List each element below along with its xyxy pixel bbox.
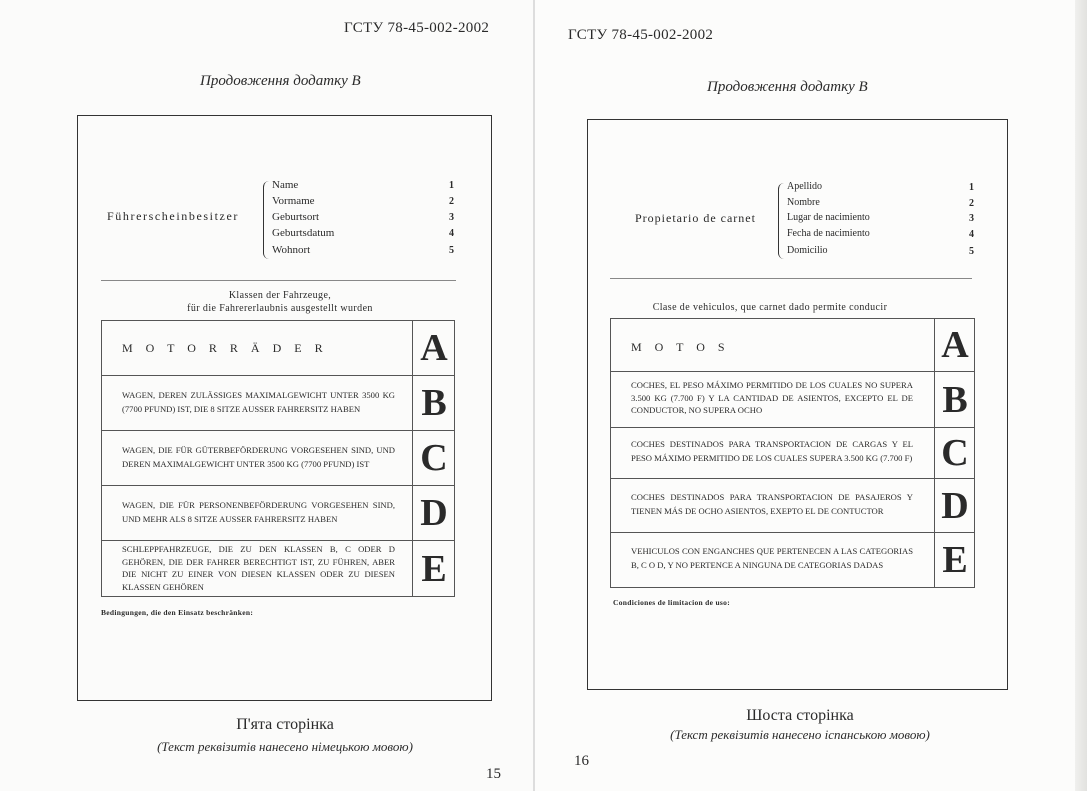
class-row-e [611, 533, 974, 587]
divider [610, 278, 972, 279]
page-number: 16 [574, 753, 589, 769]
standard-code: ГСТУ 78-45-002-2002 [568, 27, 714, 43]
appendix-heading: Продовження додатку В [707, 79, 868, 95]
field-number: 2 [449, 196, 454, 207]
holder-label: Führerscheinbesitzer [107, 209, 239, 223]
page-number: 15 [486, 766, 501, 782]
class-row-a [611, 319, 974, 372]
page-edge-shadow [1075, 0, 1087, 791]
class-letter: E [934, 533, 975, 587]
class-row-b [611, 372, 974, 428]
fields-brace [263, 181, 270, 259]
classes-title-line: Klassen der Fahrzeuge, [228, 290, 332, 301]
class-row-d [611, 479, 974, 533]
field-number: 5 [449, 245, 454, 256]
field-number: 3 [969, 213, 974, 224]
class-row-a [102, 321, 454, 376]
field-label: Geburtsdatum [272, 227, 335, 239]
field-number: 2 [969, 198, 974, 209]
class-description: M O T O R R Ä D E R [122, 341, 328, 355]
holder-label: Propietario de carnet [635, 211, 756, 225]
page-caption: П'ята сторінка [236, 716, 334, 733]
field-label: Vormame [272, 195, 315, 207]
class-letter: B [934, 372, 975, 427]
class-letter: D [934, 479, 975, 532]
page-caption-sub: (Текст реквізитів нанесено німецькою мовою) [157, 739, 413, 754]
class-letter: E [412, 541, 455, 596]
field-number: 5 [969, 246, 974, 257]
class-letter: B [412, 376, 455, 430]
page-caption-sub: (Текст реквізитів нанесено іспанською мовою) [670, 727, 930, 742]
classes-table [101, 320, 455, 597]
class-description: WAGEN, DEREN ZULÄSSIGES MAXIMALGEWICHT UNTER 3500 KG (7700 PFUND) IST, DIE 8 SITZE AUSSER FAHRERSITZ HABEN [122, 390, 395, 414]
field-number: 1 [449, 180, 454, 191]
class-letter: D [412, 486, 455, 540]
page-caption: Шоста сторінка [746, 707, 854, 724]
class-description: COCHES DESTINADOS PARA TRANSPORTACION DE PASAJEROS Y TIENEN MÁS DE OCHO ASIENTOS, EXEPTO EL DE CONTUCTOR [631, 492, 913, 516]
field-label: Name [272, 179, 299, 191]
class-description: SCHLEPPFAHRZEUGE, DIE ZU DEN KLASSEN B, C ODER D GEHÖREN, DIE DER FAHRER BERECHTIGT IST, ZU FÜHREN, ABER DIE NICHT ZU EINER VON DIESEN KLASSEN ODER ZU DIESEN KLASSEN GEHÖREN [122, 544, 395, 592]
field-label: Geburtsort [272, 211, 320, 223]
field-label: Fecha de nacimiento [787, 228, 870, 239]
field-number: 4 [969, 229, 974, 240]
left-page [0, 0, 535, 791]
field-label: Domicilio [787, 245, 828, 256]
class-letter: A [934, 319, 975, 371]
class-description: VEHICULOS CON ENGANCHES QUE PERTENECEN A LAS CATEGORIAS B, C O D, Y NO PERTENCE A NINGUNA DE CATEGORIAS DADAS [631, 546, 913, 570]
class-row-c [611, 428, 974, 479]
field-number: 4 [449, 228, 454, 239]
divider [101, 280, 456, 281]
class-description: WAGEN, DIE FÜR GÜTERBEFÖRDERUNG VORGESEHEN SIND, UND DEREN MAXIMALGEWICHT UNTER 3500 KG (7700 PFUND) IST [122, 445, 395, 469]
class-letter: C [934, 428, 975, 478]
field-number: 1 [969, 182, 974, 193]
classes-title [130, 289, 430, 315]
class-description: COCHES, EL PESO MÁXIMO PERMITIDO DE LOS CUALES NO SUPERA 3.500 KG (7.700 F) Y LA CANTIDAD DE ASIENTOS, EXCEPTO EL DE CONDUCTOR, NO SUPERA OCHO [631, 380, 913, 415]
class-row-c [102, 431, 454, 486]
classes-title-line: für die Fahrererlaubnis ausgestellt wurden [187, 303, 373, 314]
conditions-label: Condiciones de limitacion de uso: [613, 598, 730, 607]
standard-code: ГСТУ 78-45-002-2002 [344, 20, 490, 36]
field-label: Wohnort [272, 244, 311, 256]
class-row-e [102, 541, 454, 596]
right-page [535, 0, 1087, 791]
class-letter: C [412, 431, 455, 485]
conditions-label: Bedingungen, die den Einsatz beschränken: [101, 608, 254, 617]
class-description: M O T O S [631, 340, 730, 354]
field-label: Apellido [787, 181, 822, 192]
class-description: WAGEN, DIE FÜR PERSONENBEFÖRDERUNG VORGESEHEN SIND, UND MEHR ALS 8 SITZE AUSSER FAHRERSITZ HABEN [122, 500, 395, 524]
field-label: Nombre [787, 197, 820, 208]
field-label: Lugar de nacimiento [787, 212, 870, 223]
class-description: COCHES DESTINADOS PARA TRANSPORTACION DE CARGAS Y EL PESO MÁXIMO PERMITIDO DE LOS CUALES SUPERA 3.500 KG (7.700 F) [631, 439, 913, 463]
appendix-heading: Продовження додатку В [200, 73, 361, 89]
class-row-d [102, 486, 454, 541]
classes-table [610, 318, 975, 588]
classes-title: Clase de vehiculos, que carnet dado permite conducir [652, 302, 888, 313]
field-number: 3 [449, 212, 454, 223]
class-letter: A [412, 321, 455, 375]
fields-brace [778, 183, 785, 259]
class-row-b [102, 376, 454, 431]
